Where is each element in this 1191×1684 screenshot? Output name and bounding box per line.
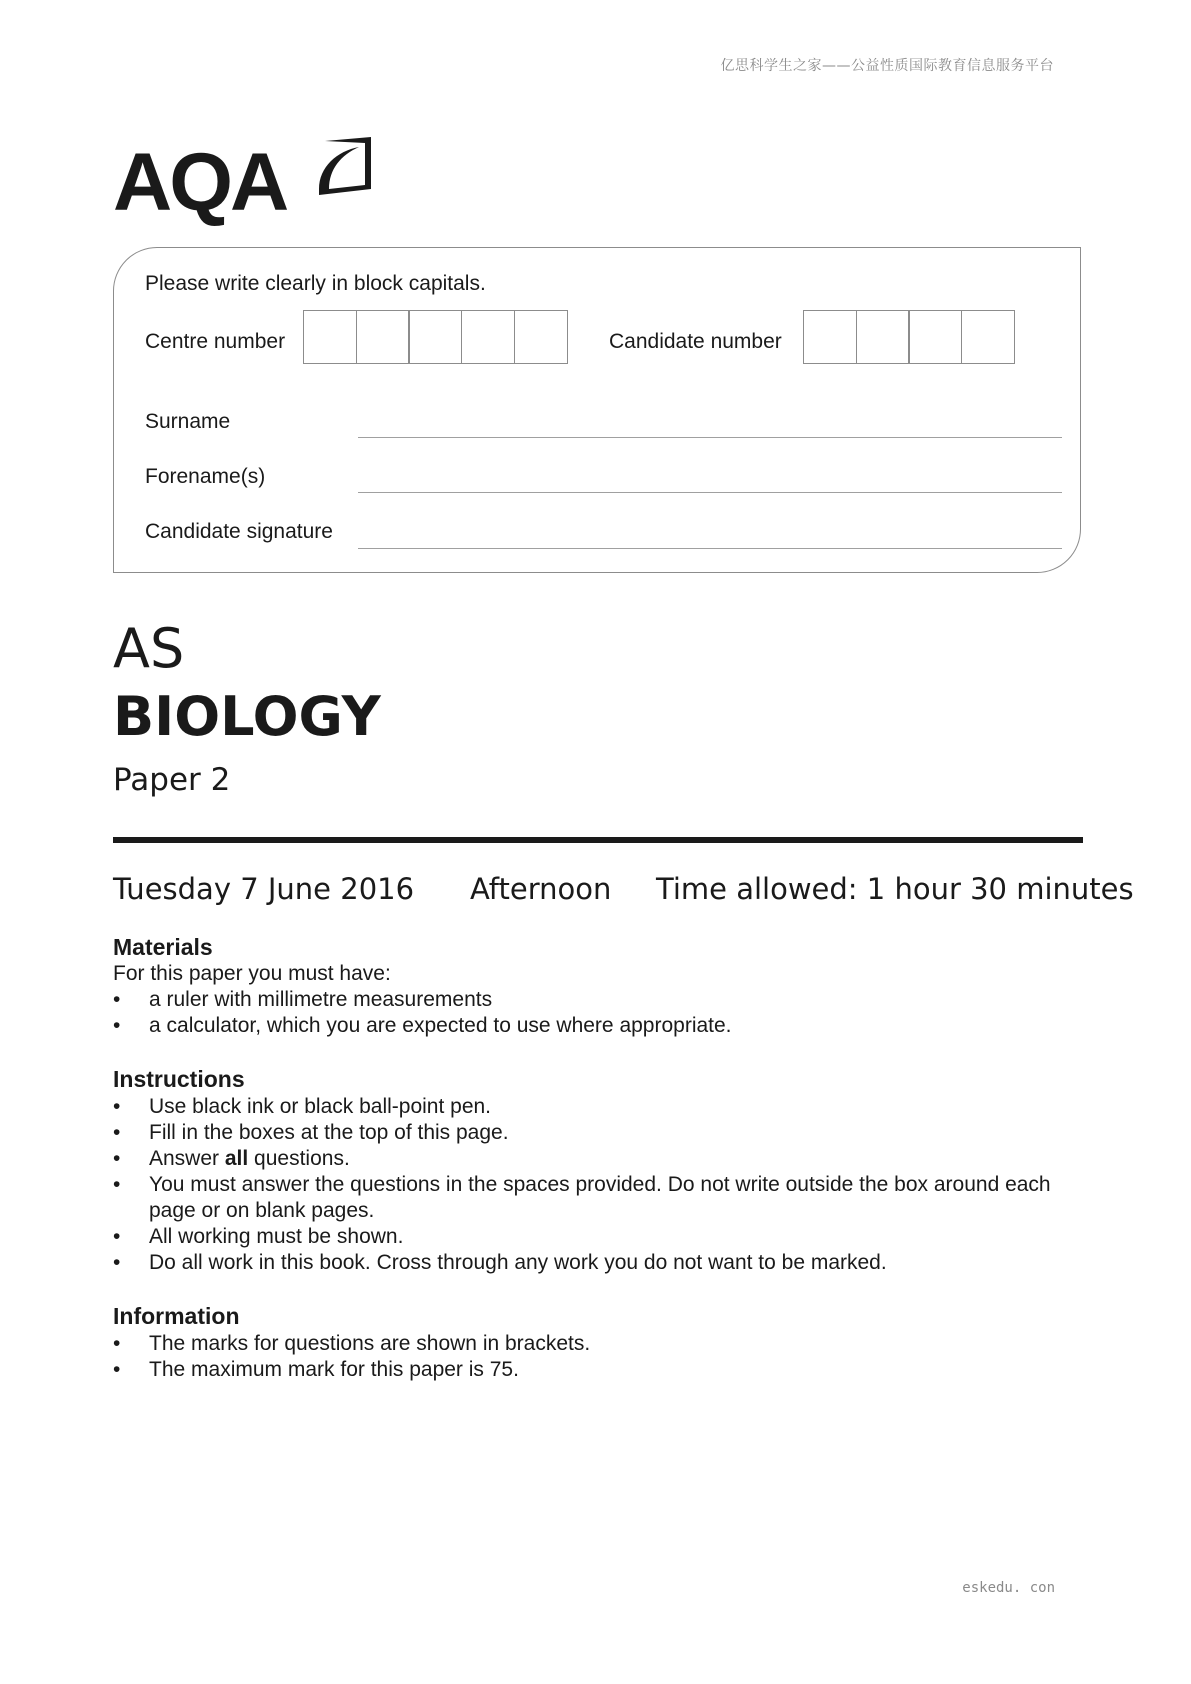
logo-text: AQA (113, 137, 287, 228)
candidate-number-digit-box[interactable] (803, 310, 857, 364)
centre-number-digit-box[interactable] (356, 310, 410, 364)
surname-label: Surname (145, 410, 231, 433)
list-item: • The maximum mark for this paper is 75. (113, 1357, 1073, 1383)
centre-number-digit-box[interactable] (461, 310, 515, 364)
watermark-top: 亿思科学生之家——公益性质国际教育信息服务平台 (720, 58, 1054, 74)
materials-intro: For this paper you must have: (113, 962, 391, 985)
paper-number: Paper 2 (113, 762, 231, 798)
candidate-signature-field[interactable] (358, 548, 1062, 549)
surname-field[interactable] (358, 437, 1062, 438)
watermark-bottom: eskedu. con (962, 1580, 1055, 1596)
list-item: • Use black ink or black ball-point pen. (113, 1094, 1073, 1120)
candidate-signature-label: Candidate signature (145, 520, 333, 543)
centre-number-digit-box[interactable] (303, 310, 357, 364)
qualification-level: AS (113, 617, 185, 680)
leaf-mark-icon (315, 137, 371, 195)
information-list (113, 1331, 1073, 1383)
centre-number-digit-box[interactable] (514, 310, 568, 364)
subject-title: BIOLOGY (113, 685, 381, 748)
candidate-number-digit-box[interactable] (856, 310, 910, 364)
forenames-label: Forename(s) (145, 465, 266, 488)
block-capitals-instruction: Please write clearly in block capitals. (145, 272, 486, 295)
list-item: • All working must be shown. (113, 1224, 1073, 1250)
list-item: • You must answer the questions in the spaces provided. Do not write outside the box around each page or on blank pages. (113, 1172, 1073, 1224)
forenames-field[interactable] (358, 492, 1062, 493)
centre-number-label: Centre number (145, 330, 286, 353)
list-item: • The marks for questions are shown in brackets. (113, 1331, 1073, 1357)
centre-number-digit-box[interactable] (408, 310, 462, 364)
materials-list (113, 987, 1073, 1039)
candidate-number-digit-box[interactable] (961, 310, 1015, 364)
emphasis-text: all (224, 1147, 249, 1170)
list-item-text: questions. (248, 1147, 350, 1170)
candidate-details-box (113, 247, 1081, 573)
list-item: • a calculator, which you are expected to use where appropriate. (113, 1013, 1073, 1039)
instructions-list (113, 1094, 1073, 1276)
list-item (113, 1146, 1073, 1172)
candidate-number-digit-box[interactable] (908, 310, 962, 364)
information-heading: Information (113, 1303, 240, 1329)
candidate-number-boxes[interactable] (804, 310, 1015, 364)
instructions-heading: Instructions (113, 1066, 245, 1092)
exam-date: Tuesday 7 June 2016 (113, 872, 415, 906)
list-item: • a ruler with millimetre measurements (113, 987, 1073, 1013)
exam-session: Afternoon (470, 872, 612, 906)
materials-heading: Materials (113, 934, 213, 960)
title-divider (113, 837, 1083, 843)
list-item-text: Answer (149, 1147, 225, 1170)
centre-number-boxes[interactable] (304, 310, 568, 364)
aqa-logo (113, 135, 373, 231)
list-item: • Fill in the boxes at the top of this page. (113, 1120, 1073, 1146)
candidate-number-label: Candidate number (609, 330, 782, 353)
time-allowed: Time allowed: 1 hour 30 minutes (656, 872, 1134, 906)
list-item: • Do all work in this book. Cross through any work you do not want to be marked. (113, 1250, 1073, 1276)
